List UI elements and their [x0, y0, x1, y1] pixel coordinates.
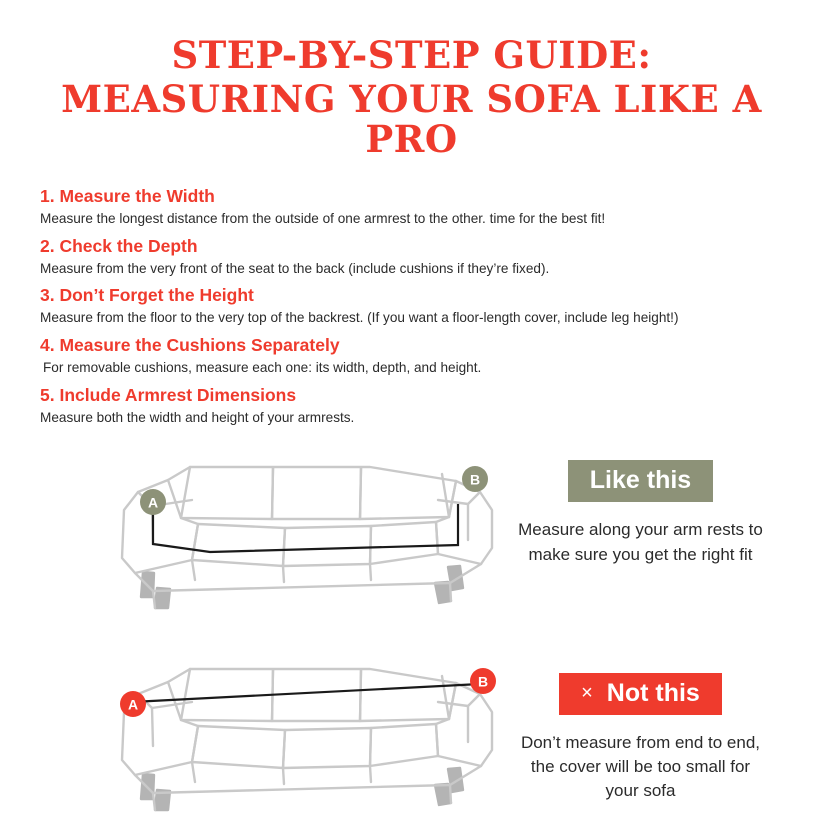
- step-body: Measure from the very front of the seat to the back (include cushions if they’re fixed).: [40, 260, 550, 276]
- step-item: [40, 236, 783, 278]
- page-title: [40, 33, 783, 161]
- callout-good: [498, 460, 783, 567]
- svg-text:B: B: [477, 673, 489, 690]
- callout-bad-caption: Don’t measure from end to end, the cover will be too small for your sofa: [520, 732, 761, 801]
- callout-bad-label: Not this: [606, 678, 700, 707]
- step-body: For removable cushions, measure each one: its width, depth, and height.: [43, 359, 482, 375]
- callout-bad: [498, 673, 783, 804]
- svg-text:A: A: [147, 494, 159, 511]
- svg-text:B: B: [469, 471, 481, 488]
- measure-point-a: [140, 489, 166, 515]
- measure-point-b: [462, 466, 488, 492]
- step-body: Measure both the width and height of your armrests.: [40, 409, 355, 425]
- step-heading: 5. Include Armrest Dimensions: [40, 384, 297, 405]
- step-item: [40, 335, 783, 377]
- title-line-2: MEASURING YOUR SOFA LIKE A PRO: [61, 76, 762, 161]
- step-item: [40, 385, 783, 427]
- illustration-section: [40, 440, 783, 820]
- sofa-illustration-incorrect: [40, 642, 540, 832]
- step-heading: 3. Don’t Forget the Height: [40, 285, 254, 306]
- sofa-diagrams: [40, 440, 540, 832]
- sofa-illustration-correct: [40, 440, 540, 630]
- cross-icon: ×: [581, 681, 593, 704]
- measure-point-a: [120, 691, 146, 717]
- title-line-1: STEP-BY-STEP GUIDE:: [171, 33, 652, 77]
- step-heading: 2. Check the Depth: [40, 235, 198, 256]
- callout-bad-badge: [559, 673, 722, 715]
- callouts-column: [498, 440, 783, 803]
- step-item: [40, 285, 783, 327]
- callout-good-badge: [568, 460, 713, 502]
- callout-good-label: Like this: [589, 466, 692, 495]
- steps-list: [40, 186, 783, 426]
- step-heading: 4. Measure the Cushions Separately: [40, 334, 340, 355]
- callout-good-caption: Measure along your arm rests to make sure you get the right fit: [518, 520, 763, 564]
- step-item: [40, 186, 783, 228]
- svg-text:A: A: [127, 696, 139, 713]
- step-body: Measure the longest distance from the outside of one armrest to the other. time for the best fit!: [40, 210, 606, 226]
- sofa-diagram-correct: [40, 440, 540, 630]
- measure-point-b: [470, 668, 496, 694]
- step-body: Measure from the floor to the very top of the backrest. (If you want a floor-length cover, include leg height!): [40, 310, 679, 326]
- step-heading: 1. Measure the Width: [40, 185, 215, 206]
- sofa-diagram-incorrect: [40, 642, 540, 832]
